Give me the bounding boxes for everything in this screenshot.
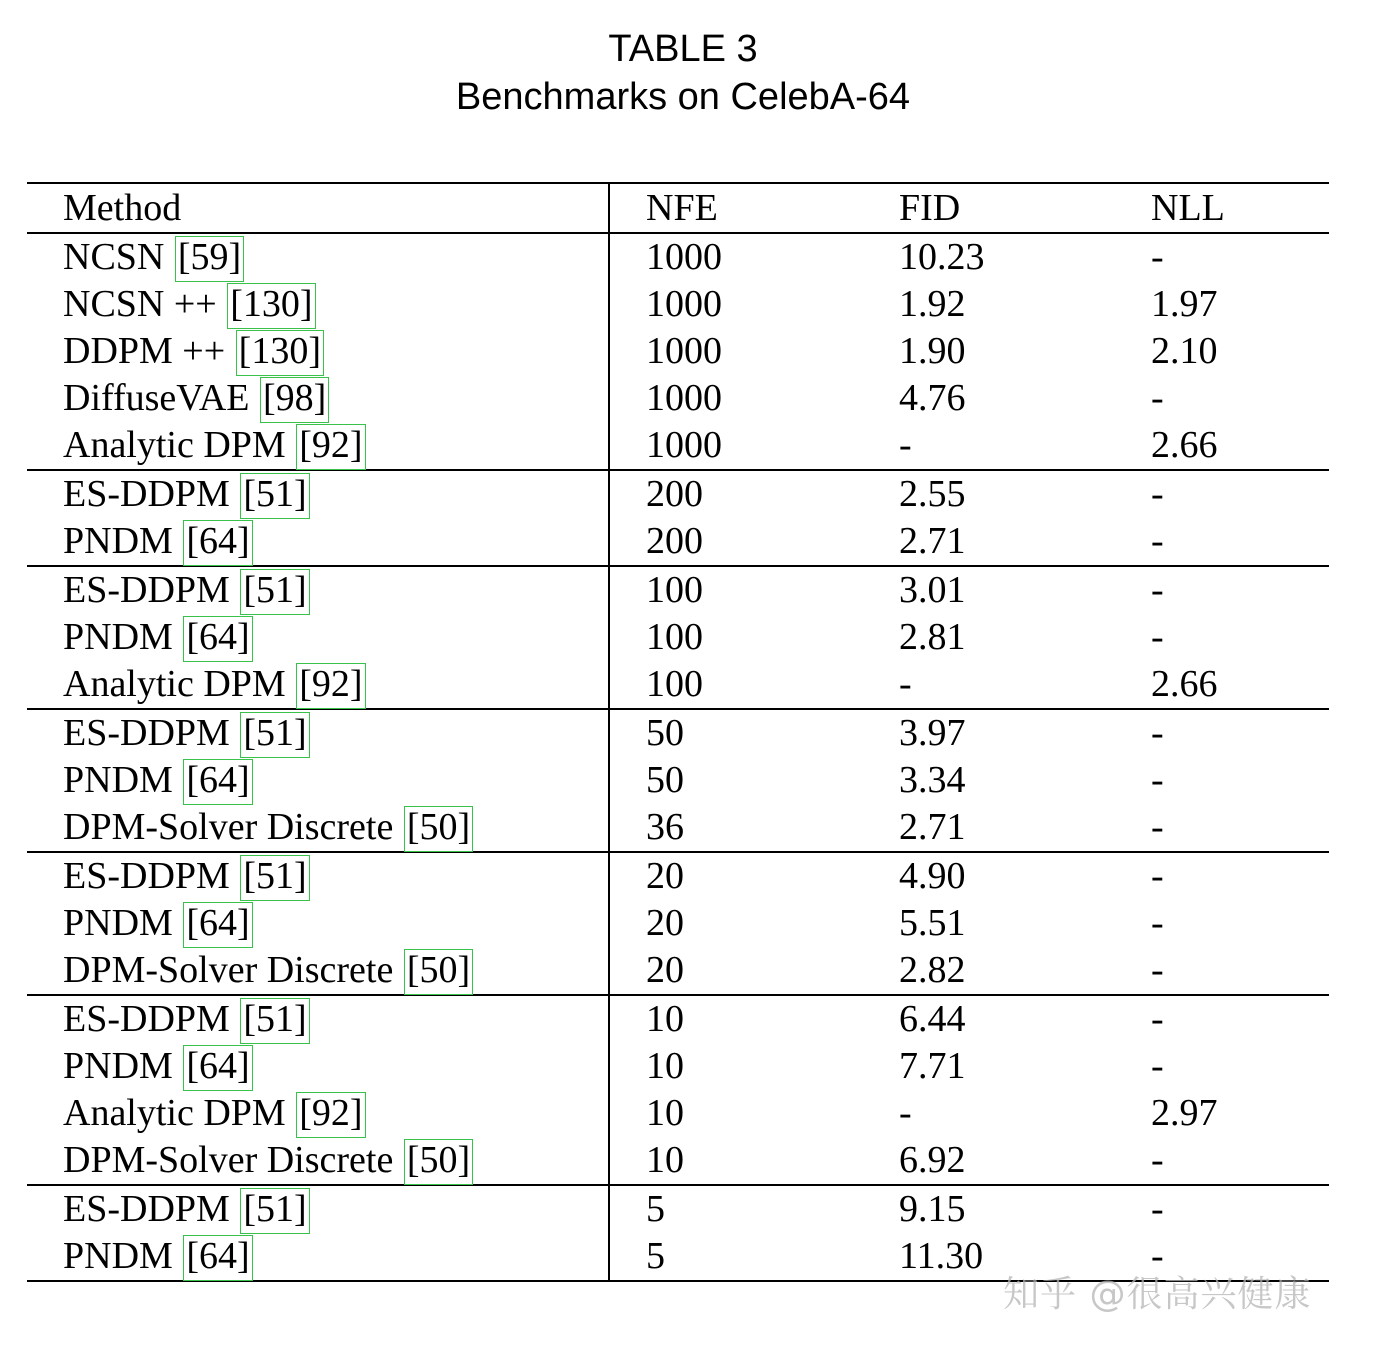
citation-link[interactable]: [64] — [184, 521, 251, 565]
citation-link[interactable]: [51] — [241, 474, 308, 518]
citation-link[interactable]: [64] — [184, 760, 251, 804]
method-cell — [27, 422, 609, 470]
method-name: DPM-Solver Discrete — [63, 1139, 403, 1181]
nll-cell: - — [1151, 566, 1329, 614]
citation-link[interactable]: [50] — [405, 1140, 472, 1184]
nll-cell: 2.10 — [1151, 330, 1218, 372]
nfe-cell: 10 — [646, 1139, 684, 1181]
citation-link[interactable]: [130] — [237, 331, 323, 375]
table-row — [27, 900, 1329, 947]
table-row — [27, 995, 1329, 1043]
nll-cell: - — [1151, 852, 1329, 900]
nll-cell: - — [1151, 616, 1164, 658]
nll-cell: 2.97 — [1151, 1092, 1218, 1134]
citation-link[interactable]: [92] — [297, 664, 364, 708]
method-name: PNDM — [63, 1235, 183, 1277]
citation-link[interactable]: [64] — [184, 617, 251, 661]
nfe-cell: 50 — [609, 709, 899, 757]
nll-cell: - — [1151, 806, 1164, 848]
citation-link[interactable]: [92] — [297, 425, 364, 469]
header-fid: FID — [899, 183, 1151, 233]
nfe-cell: 100 — [646, 663, 703, 705]
nll-cell: - — [1151, 377, 1164, 419]
method-cell — [27, 1090, 609, 1137]
fid-cell: 2.81 — [899, 616, 966, 658]
table-title: Benchmarks on CelebA-64 — [455, 76, 911, 118]
citation-link[interactable]: [130] — [228, 284, 314, 328]
method-name: Analytic DPM — [63, 424, 296, 466]
method-cell — [27, 233, 609, 281]
method-cell — [27, 1185, 609, 1233]
fid-cell: 2.82 — [899, 949, 966, 991]
nll-cell: - — [1151, 236, 1164, 278]
table-row — [27, 233, 1329, 281]
table-row — [27, 804, 1329, 852]
fid-cell: 2.71 — [899, 806, 966, 848]
nll-cell: 1.97 — [1151, 283, 1218, 325]
method-cell — [27, 328, 609, 375]
method-name: ES-DDPM — [63, 712, 240, 754]
nll-cell: - — [1151, 949, 1164, 991]
nfe-cell: 1000 — [646, 330, 722, 372]
method-cell — [27, 1137, 609, 1185]
table-row — [27, 281, 1329, 328]
citation-link[interactable]: [64] — [184, 903, 251, 947]
fid-cell: 2.55 — [899, 470, 1151, 518]
nfe-cell: 20 — [609, 852, 899, 900]
watermark: 知乎 @很高兴健康 — [1003, 1274, 1312, 1315]
nll-cell: - — [1151, 520, 1164, 562]
fid-cell: 3.34 — [899, 759, 966, 801]
fid-cell: 6.92 — [899, 1139, 966, 1181]
method-cell — [27, 518, 609, 566]
nfe-cell: 20 — [646, 902, 684, 944]
nll-cell: - — [1151, 470, 1329, 518]
method-name: ES-DDPM — [63, 473, 240, 515]
nll-cell: - — [1151, 1139, 1164, 1181]
citation-link[interactable]: [64] — [184, 1236, 251, 1280]
table-row — [27, 566, 1329, 614]
fid-cell: 2.71 — [899, 520, 966, 562]
method-name: DDPM ++ — [63, 330, 235, 372]
fid-cell: 6.44 — [899, 995, 1151, 1043]
method-name: DiffuseVAE — [63, 377, 259, 419]
nfe-cell: 5 — [646, 1235, 665, 1277]
table-row — [27, 1137, 1329, 1185]
nfe-cell: 200 — [609, 470, 899, 518]
citation-link[interactable]: [64] — [184, 1046, 251, 1090]
method-name: ES-DDPM — [63, 998, 240, 1040]
table-row — [27, 422, 1329, 470]
nfe-cell: 10 — [646, 1092, 684, 1134]
nfe-cell: 20 — [646, 949, 684, 991]
method-cell — [27, 804, 609, 852]
method-cell — [27, 709, 609, 757]
nll-cell: - — [1151, 759, 1164, 801]
table-row — [27, 328, 1329, 375]
method-name: NCSN ++ — [63, 283, 227, 325]
table-body — [27, 233, 1329, 1281]
method-name: ES-DDPM — [63, 569, 240, 611]
fid-cell: 11.30 — [899, 1235, 984, 1277]
method-name: NCSN — [63, 236, 174, 278]
header-row — [27, 183, 1329, 233]
table-row — [27, 947, 1329, 995]
nll-cell: - — [1151, 995, 1329, 1043]
nfe-cell: 100 — [609, 566, 899, 614]
method-name: PNDM — [63, 616, 183, 658]
fid-cell: 7.71 — [899, 1045, 966, 1087]
method-name: PNDM — [63, 1045, 183, 1087]
method-name: ES-DDPM — [63, 855, 240, 897]
fid-cell: 1.90 — [899, 330, 966, 372]
fid-cell: 10.23 — [899, 236, 985, 278]
citation-link[interactable]: [59] — [176, 237, 243, 281]
nll-cell: - — [1151, 1045, 1164, 1087]
method-cell — [27, 566, 609, 614]
citation-link[interactable]: [51] — [241, 999, 308, 1043]
nll-cell: 2.66 — [1151, 663, 1218, 705]
citation-link[interactable]: [51] — [241, 1189, 308, 1233]
fid-cell: 4.76 — [899, 377, 966, 419]
fid-cell: 3.97 — [899, 709, 1151, 757]
method-cell — [27, 1043, 609, 1090]
table-row — [27, 852, 1329, 900]
method-cell — [27, 995, 609, 1043]
table-row — [27, 709, 1329, 757]
fid-cell: - — [899, 1092, 912, 1134]
nfe-cell: 100 — [646, 616, 703, 658]
method-cell — [27, 900, 609, 947]
nll-cell: - — [1151, 902, 1164, 944]
table-row — [27, 1043, 1329, 1090]
citation-link[interactable]: [98] — [261, 378, 328, 422]
method-cell — [27, 614, 609, 661]
table-row — [27, 1185, 1329, 1233]
table-row — [27, 1090, 1329, 1137]
header-method: Method — [27, 183, 609, 233]
table-row — [27, 661, 1329, 709]
nll-cell: - — [1151, 709, 1329, 757]
method-name: Analytic DPM — [63, 1092, 296, 1134]
nfe-cell: 1000 — [646, 283, 722, 325]
method-cell — [27, 470, 609, 518]
method-cell — [27, 661, 609, 709]
method-name: PNDM — [63, 759, 183, 801]
method-cell — [27, 281, 609, 328]
citation-link[interactable]: [50] — [405, 807, 472, 851]
table-row — [27, 375, 1329, 422]
method-name: ES-DDPM — [63, 1188, 240, 1230]
method-name: PNDM — [63, 902, 183, 944]
citation-link[interactable]: [92] — [297, 1093, 364, 1137]
nfe-cell: 5 — [609, 1185, 899, 1233]
citation-link[interactable]: [51] — [241, 856, 308, 900]
table-row — [27, 757, 1329, 804]
method-name: Analytic DPM — [63, 663, 296, 705]
nfe-cell: 1000 — [646, 377, 722, 419]
nfe-cell: 1000 — [646, 236, 722, 278]
nfe-cell: 1000 — [646, 424, 722, 466]
nll-cell: - — [1151, 1235, 1164, 1277]
citation-link[interactable]: [51] — [241, 713, 308, 757]
fid-cell: - — [899, 663, 912, 705]
method-name: DPM-Solver Discrete — [63, 806, 403, 848]
method-name: DPM-Solver Discrete — [63, 949, 403, 991]
fid-cell: 3.01 — [899, 566, 1151, 614]
nll-cell: 2.66 — [1151, 424, 1218, 466]
nfe-cell: 200 — [646, 520, 703, 562]
benchmark-table — [27, 182, 1329, 1282]
table-row — [27, 614, 1329, 661]
method-cell — [27, 1233, 609, 1281]
method-name: PNDM — [63, 520, 183, 562]
citation-link[interactable]: [50] — [405, 950, 472, 994]
table-row — [27, 518, 1329, 566]
citation-link[interactable]: [51] — [241, 570, 308, 614]
nfe-cell: 50 — [646, 759, 684, 801]
method-cell — [27, 852, 609, 900]
header-nfe: NFE — [609, 183, 899, 233]
table-number: TABLE 3 — [608, 28, 758, 70]
table-row — [27, 470, 1329, 518]
fid-cell: 5.51 — [899, 902, 966, 944]
fid-cell: - — [899, 424, 912, 466]
nfe-cell: 36 — [646, 806, 684, 848]
fid-cell: 1.92 — [899, 283, 966, 325]
method-cell — [27, 375, 609, 422]
nfe-cell: 10 — [609, 995, 899, 1043]
fid-cell: 4.90 — [899, 852, 1151, 900]
fid-cell: 9.15 — [899, 1185, 1151, 1233]
nfe-cell: 10 — [646, 1045, 684, 1087]
method-cell — [27, 947, 609, 995]
nll-cell: - — [1151, 1185, 1329, 1233]
method-cell — [27, 757, 609, 804]
header-nll: NLL — [1151, 183, 1329, 233]
